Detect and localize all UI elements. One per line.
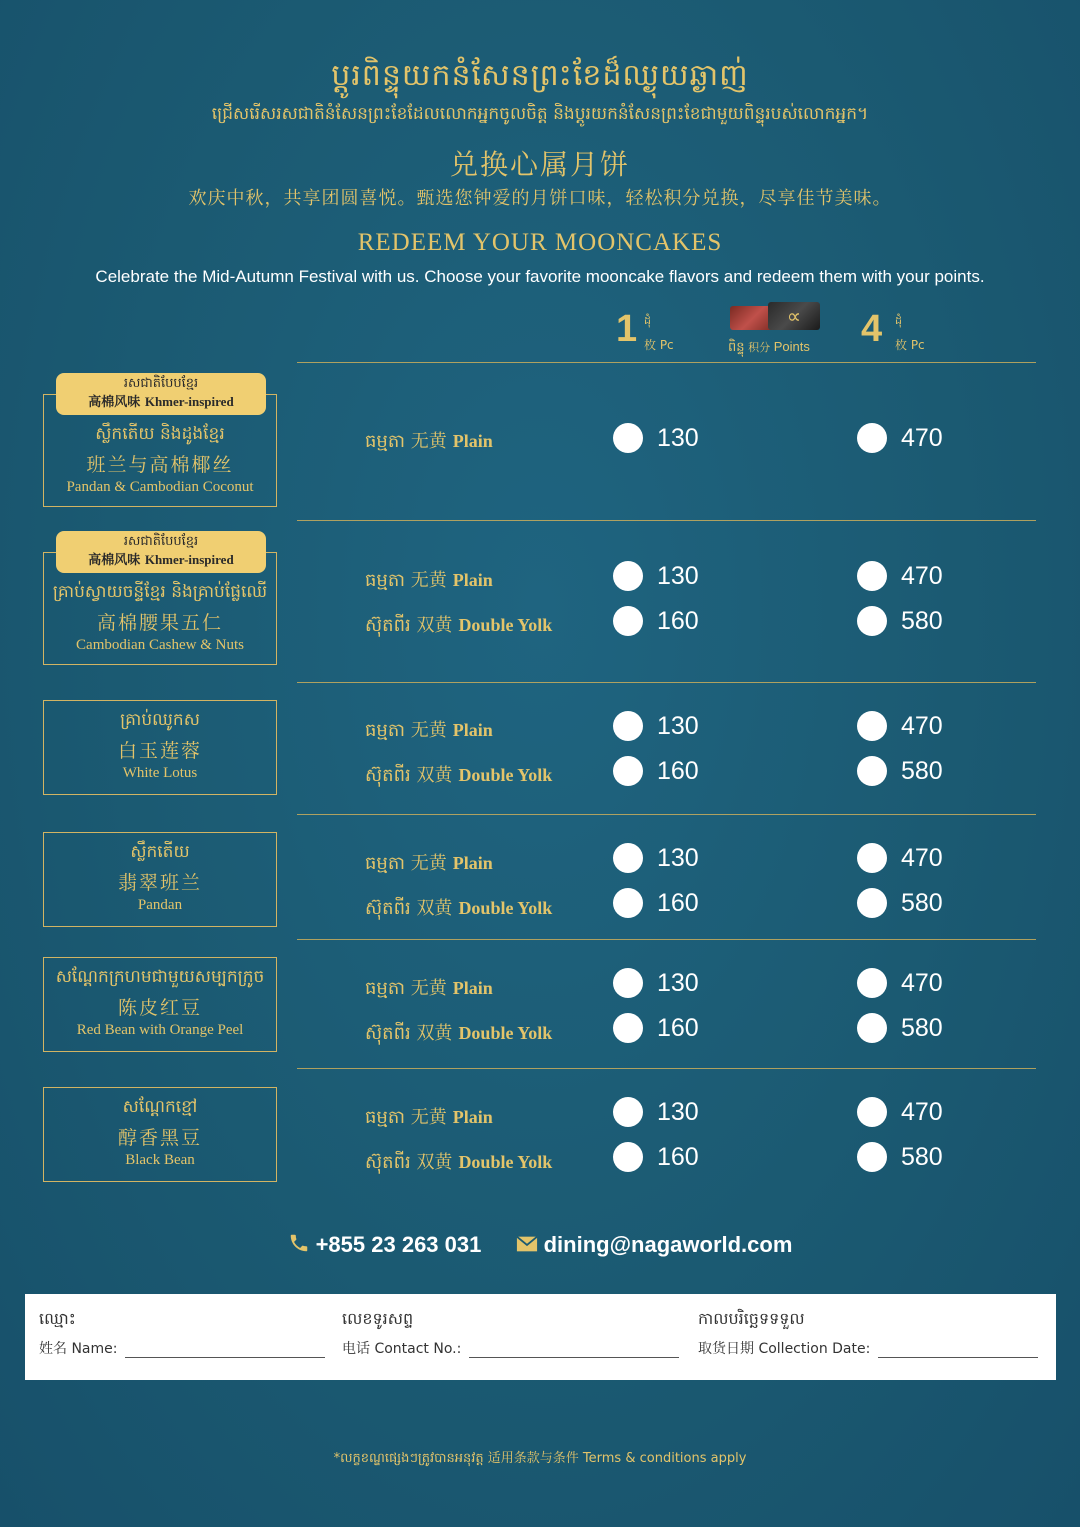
product-name-en: Pandan & Cambodian Coconut [66,479,254,495]
price-value: 130 [657,712,699,740]
chinese-subtitle: 欢庆中秋，共享团圆喜悦。甄选您钟爱的月饼口味，轻松积分兑换，尽享佳节美味。 [188,188,892,209]
product-box-red-bean [43,957,277,1052]
product-name-km: សណ្តែកខ្មៅ [122,1097,198,1117]
points-card-icon: ∝ [730,302,812,332]
khmer-inspired-badge: រសជាតិបែបខ្មែរ 高棉风味 Khmer-inspired [56,373,266,415]
price-value: 160 [657,1143,699,1171]
price-value: 470 [901,562,943,590]
phone-icon [288,1232,310,1260]
product-name-zh: 高棉腰果五仁 [96,612,223,634]
price-value: 470 [901,712,943,740]
select-radio[interactable] [857,1013,887,1043]
product-name-zh: 白玉莲蓉 [117,740,202,762]
price-value: 580 [901,757,943,785]
column-four-km: ដុំ [895,314,902,327]
contact-bar [0,1232,1080,1260]
select-radio[interactable] [857,423,887,453]
product-name-km: ស្លឹកតើយ និងដូងខ្មែរ [95,424,225,444]
name-field [39,1308,325,1358]
divider [297,682,1036,683]
select-radio[interactable] [613,711,643,741]
select-radio[interactable] [857,756,887,786]
khmer-subtitle: ជ្រើសរើសរសជាតិនំសែនព្រះខែដែលលោកអ្នកចូលចិត្ត និងប្តូរយកនំសែនព្រះខែជាមួយពិន្ទុរបស់លោកអ្នក។ [211,104,869,124]
product-name-km: សណ្តែកក្រហមជាមួយសម្បកក្រូច [55,967,265,987]
date-label: 取货日期 Collection Date: [698,1341,871,1357]
row-label-plain: ធម្មតា 无黄 Plain [365,1107,493,1128]
select-radio[interactable] [857,888,887,918]
row-label-double-yolk: ស៊ុតពីរ 双黄 Double Yolk [365,615,553,636]
contact-input-line[interactable] [469,1346,679,1358]
product-box-white-lotus [43,700,277,795]
price-value: 130 [657,424,699,452]
row-label-plain: ធម្មតា 无黄 Plain [365,431,493,452]
date-input-line[interactable] [878,1346,1038,1358]
divider [297,362,1036,363]
column-four-number: 4 [861,308,883,350]
column-one-piece [616,308,696,360]
select-radio[interactable] [857,606,887,636]
phone-number[interactable]: +855 23 263 031 [315,1232,482,1257]
row-label-plain: ធម្មតា 无黄 Plain [365,978,493,999]
row-label-double-yolk: ស៊ុតពីរ 双黄 Double Yolk [365,898,553,919]
price-value: 580 [901,889,943,917]
row-label-plain: ធម្មតា 无黄 Plain [365,570,493,591]
terms-note: *លក្ខខណ្ឌផ្សេងៗត្រូវបានអនុវត្ត 适用条款与条件 Terms & conditions apply [333,1451,747,1466]
product-name-zh: 醇香黑豆 [117,1127,202,1149]
khmer-title: ប្តូរពិន្ទុយកនំសែនព្រះខែដ៏ឈ្ងុយឆ្ងាញ់ [331,58,749,93]
product-name-zh: 班兰与高棉椰丝 [86,454,234,476]
select-radio[interactable] [857,1142,887,1172]
mail-icon [516,1233,538,1259]
column-points [722,302,822,358]
select-radio[interactable] [613,1013,643,1043]
row-label-plain: ធម្មតា 无黄 Plain [365,720,493,741]
product-box-pandan [43,832,277,927]
price-value: 130 [657,562,699,590]
select-radio[interactable] [857,1097,887,1127]
price-value: 130 [657,1098,699,1126]
collection-date-field [698,1308,1038,1358]
price-value: 160 [657,607,699,635]
product-name-km: ស្លឹកតើយ [130,842,190,862]
product-name-km: គ្រាប់ស្វាយចន្ទីខ្មែរ និងគ្រាប់ផ្លែឈើ [52,582,268,602]
select-radio[interactable] [613,423,643,453]
select-radio[interactable] [857,843,887,873]
column-four-pieces [861,308,941,360]
column-one-number: 1 [616,308,638,350]
select-radio[interactable] [613,843,643,873]
contact-label: 电话 Contact No.: [342,1341,462,1357]
row-label-double-yolk: ស៊ុតពីរ 双黄 Double Yolk [365,1023,553,1044]
divider [297,1068,1036,1069]
email-link[interactable]: dining@nagaworld.com [543,1232,793,1257]
row-label-double-yolk: ស៊ុតពីរ 双黄 Double Yolk [365,765,553,786]
product-name-en: Cambodian Cashew & Nuts [76,637,244,653]
divider [297,814,1036,815]
product-box-cashew-nuts [43,534,277,665]
price-value: 470 [901,424,943,452]
product-name-en: Red Bean with Orange Peel [76,1022,244,1038]
row-label-plain: ធម្មតា 无黄 Plain [365,853,493,874]
english-title: REDEEM YOUR MOONCAKES [357,229,723,256]
product-name-en: Pandan [137,897,183,913]
product-name-en: White Lotus [122,765,198,781]
select-radio[interactable] [613,561,643,591]
price-value: 580 [901,1143,943,1171]
product-name-zh: 陈皮红豆 [117,997,202,1019]
column-points-label: ពិន្ទុ 积分 Points [728,339,810,354]
price-value: 470 [901,844,943,872]
price-value: 160 [657,889,699,917]
select-radio[interactable] [613,756,643,786]
name-label-km: ឈ្មោះ [39,1309,76,1328]
name-label: 姓名 Name: [39,1341,118,1357]
column-four-pc: 枚 Pc [895,338,925,352]
product-name-km: គ្រាប់ឈូកស [120,710,200,730]
product-box-black-bean [43,1087,277,1182]
price-value: 130 [657,969,699,997]
price-value: 470 [901,969,943,997]
select-radio[interactable] [857,711,887,741]
select-radio[interactable] [613,1142,643,1172]
select-radio[interactable] [613,968,643,998]
price-value: 160 [657,757,699,785]
divider [297,939,1036,940]
price-value: 160 [657,1014,699,1042]
column-one-km: ដុំ [644,314,651,327]
row-label-double-yolk: ស៊ុតពីរ 双黄 Double Yolk [365,1152,553,1173]
divider [297,520,1036,521]
select-radio[interactable] [613,1097,643,1127]
product-name-en: Black Bean [125,1152,195,1168]
select-radio[interactable] [857,561,887,591]
product-name-zh: 翡翠班兰 [117,872,202,894]
khmer-inspired-badge: រសជាតិបែបខ្មែរ 高棉风味 Khmer-inspired [56,531,266,573]
date-label-km: កាលបរិច្ឆេទទទួល [698,1309,805,1328]
english-subtitle: Celebrate the Mid-Autumn Festival with us. Choose your favorite mooncake flavors and redeem them with your points. [95,267,985,286]
price-value: 580 [901,1014,943,1042]
select-radio[interactable] [613,888,643,918]
contact-field [342,1308,679,1358]
order-form [25,1294,1056,1380]
price-value: 470 [901,1098,943,1126]
name-input-line[interactable] [125,1346,325,1358]
price-value: 130 [657,844,699,872]
contact-label-km: លេខទូរសព្ទ [342,1309,414,1328]
column-one-pc: 枚 Pc [644,338,674,352]
price-value: 580 [901,607,943,635]
select-radio[interactable] [613,606,643,636]
select-radio[interactable] [857,968,887,998]
chinese-title: 兑换心属月饼 [449,148,630,181]
product-box-pandan-coconut [43,376,277,507]
